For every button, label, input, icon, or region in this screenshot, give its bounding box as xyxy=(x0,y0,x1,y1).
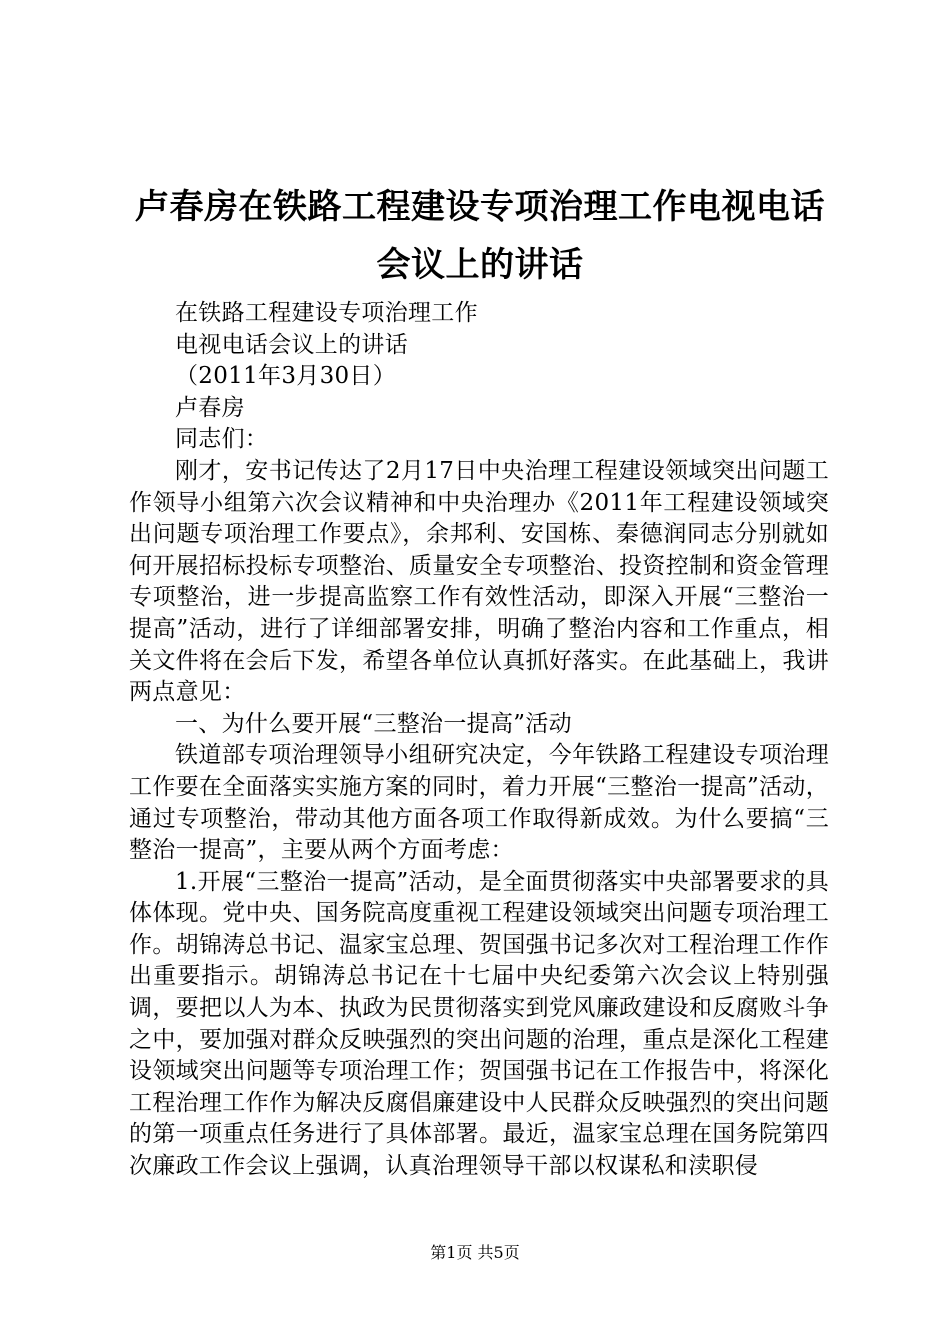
subtitle-line-2: 电视电话会议上的讲话 xyxy=(175,331,408,358)
speech-date: （2011年3月30日） xyxy=(175,363,397,390)
paragraph: 刚才，安书记传达了2月17日中央治理工程建设领域突出问题工作领导小组第六次会议精神和中央治理办《2011年工程建设领域突出问题专项治理工作要点》，余邦利、安国栋、秦德润同志分别就如何开展招标投标专项整治、质量安全专项整治、投资控制和资金管理专项整治，进一步提高监察工作有效性活动，即深入开展“三整治一提高”活动，进行了详细部署安排，明确了整治内容和工作重点，相关文件将在会后下发，希望各单位认真抓好落实。在此基础上，我讲两点意见： xyxy=(129,457,829,706)
title-line-1: 卢春房在铁路工程建设专项治理工作电视电话 xyxy=(135,187,825,227)
speaker-name: 卢春房 xyxy=(175,394,245,421)
subtitle-line-1: 在铁路工程建设专项治理工作 xyxy=(175,300,478,326)
salutation: 同志们： xyxy=(175,426,269,453)
section-heading: 一、为什么要开展“三整治一提高”活动 xyxy=(175,710,572,737)
paragraph: 1.开展“三整治一提高”活动，是全面贯彻落实中央部署要求的具体体现。党中央、国务院高度重视工程建设领域突出问题专项治理工作。胡锦涛总书记、温家宝总理、贺国强书记多次对工程治理工作作出重要指示。胡锦涛总书记在十七届中央纪委第六次会议上特别强调，要把以人为本、执政为民贯彻落实到党风廉政建设和反腐败斗争之中，要加强对群众反映强烈的突出问题的治理，重点是深化工程建设领域突出问题等专项治理工作；贺国强书记在工作报告中，将深化工程治理工作作为解决反腐倡廉建设中人民群众反映强烈的突出问题的第一项重点任务进行了具体部署。最近，温家宝总理在国务院第四次廉政工作会议上强调，认真治理领导干部以权谋私和渎职侵 xyxy=(129,868,829,1180)
page-footer: 第1页 共5页 xyxy=(430,1243,520,1262)
document-title xyxy=(120,178,840,294)
document-body xyxy=(129,298,829,1183)
title-line-2: 会议上的讲话 xyxy=(376,245,584,285)
paragraph: 铁道部专项治理领导小组研究决定，今年铁路工程建设专项治理工作要在全面落实实施方案的同时，着力开展“三整治一提高”活动，通过专项整治，带动其他方面各项工作取得新成效。为什么要搞“三整治一提高”，主要从两个方面考虑： xyxy=(129,742,829,864)
